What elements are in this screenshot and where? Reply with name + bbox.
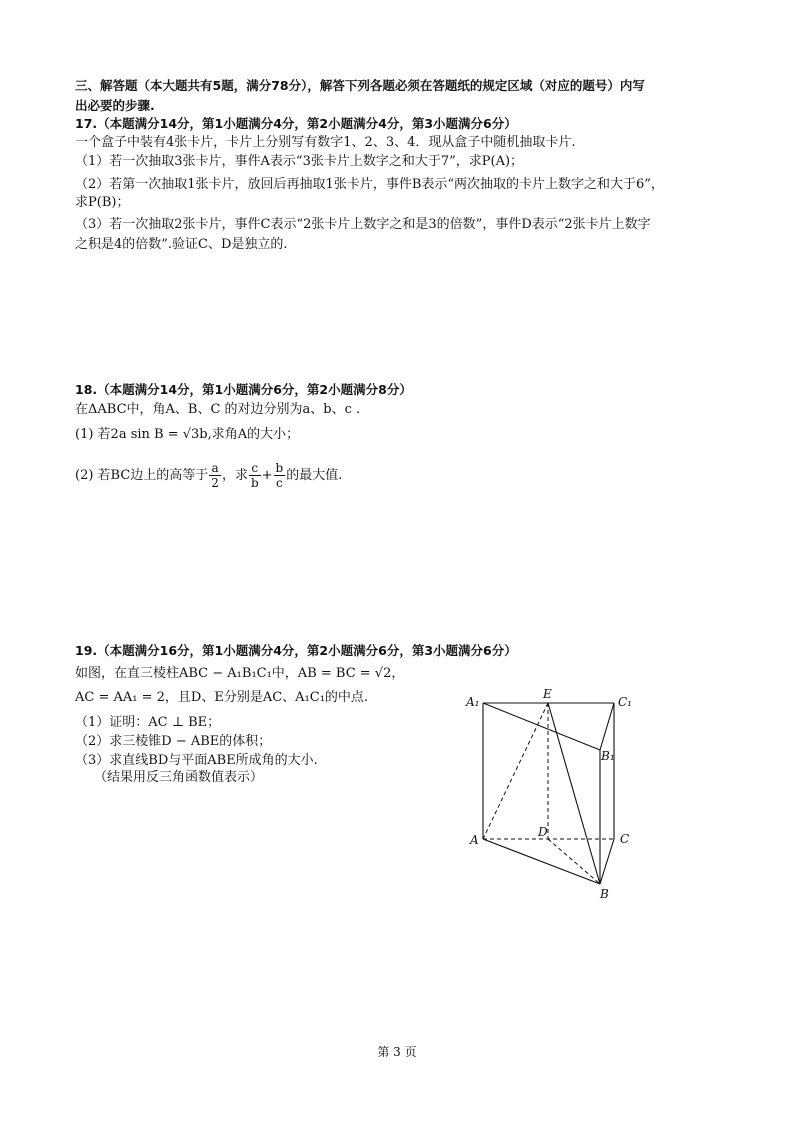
label-b1: B₁ bbox=[601, 749, 615, 763]
q19-title: 19.（本题满分16分，第1小题满分4分，第2小题满分6分，第3小题满分6分） bbox=[75, 643, 517, 658]
label-b: B bbox=[600, 887, 609, 901]
q19-stem-line2: AC = AA₁ = 2，且D、E分别是AC、A₁C₁的中点. bbox=[75, 690, 369, 705]
fraction-numerator: a bbox=[209, 461, 221, 476]
q17-part1: （1）若一次抽取3张卡片，事件A表示“3张卡片上数字之和大于7”，求P(A)； bbox=[75, 154, 524, 169]
fraction-denominator: 2 bbox=[211, 476, 219, 490]
q18-part2 bbox=[75, 458, 342, 494]
section-header-line1: 三、解答题（本大题共有5题，满分78分），解答下列各题必须在答题纸的规定区域（对应的题号）内写 bbox=[75, 78, 645, 93]
section-header-line2: 出必要的步骤. bbox=[75, 98, 155, 113]
edge-a-b bbox=[483, 839, 600, 884]
q19-part3-note: （结果用反三角函数值表示） bbox=[94, 770, 264, 785]
fraction-numerator: c bbox=[249, 461, 261, 476]
label-d: D bbox=[538, 825, 548, 839]
fraction-b-over-c bbox=[274, 461, 286, 490]
edge-b-c bbox=[600, 839, 614, 884]
q17-part2-line1: （2）若第一次抽取1张卡片，放回后再抽取1张卡片，事件B表示“两次抽取的卡片上数字之和大于6”， bbox=[75, 177, 664, 192]
fraction-a-over-2 bbox=[209, 461, 221, 490]
label-a1: A₁ bbox=[466, 695, 480, 709]
fraction-numerator: b bbox=[275, 461, 284, 475]
label-c: C bbox=[620, 832, 630, 846]
q18-part2-post: 的最大值. bbox=[286, 468, 343, 483]
q19-part2: （2）求三棱锥D − ABE的体积； bbox=[75, 734, 272, 749]
fraction-denominator: b bbox=[250, 476, 259, 490]
q18-part2-mid: ，求 bbox=[221, 468, 248, 483]
q19-stem-line1: 如图，在直三棱柱ABC − A₁B₁C₁中，AB = BC = √2， bbox=[75, 666, 405, 681]
q17-part2-line2: 求P(B)； bbox=[75, 195, 130, 210]
q17-stem: 一个盒子中装有4张卡片，卡片上分别写有数字1、2、3、4．现从盒子中随机抽取卡片. bbox=[75, 135, 576, 150]
prism-figure bbox=[460, 682, 640, 902]
q18-part1: (1) 若2a sin B = √3b,求角A的大小； bbox=[75, 427, 300, 442]
segment-e-b bbox=[548, 703, 600, 884]
q17-part3-line2: 之积是4的倍数”.验证C、D是独立的. bbox=[75, 237, 288, 252]
segment-e-a-hidden bbox=[483, 703, 548, 839]
q18-stem: 在ΔABC中，角A、B、C 的对边分别为a、b、c . bbox=[75, 402, 361, 417]
fraction-c-over-b bbox=[249, 461, 261, 490]
label-e: E bbox=[543, 687, 552, 701]
edge-b1-c1 bbox=[600, 703, 614, 750]
label-c1: C₁ bbox=[618, 695, 632, 709]
q19-part1: （1）证明：AC ⊥ BE； bbox=[75, 715, 221, 730]
q18-part2-pre: (2) 若BC边上的高等于 bbox=[75, 468, 209, 483]
q17-part3-line1: （3）若一次抽取2张卡片，事件C表示“2张卡片上数字之和是3的倍数”，事件D表示“2张卡片上数字 bbox=[75, 217, 651, 232]
label-a: A bbox=[470, 833, 479, 847]
fraction-denominator: c bbox=[276, 476, 283, 490]
edge-a1-b1 bbox=[483, 703, 600, 750]
q19-part3: （3）求直线BD与平面ABE所成角的大小. bbox=[75, 753, 318, 768]
q18-title: 18.（本题满分14分，第1小题满分6分，第2小题满分8分） bbox=[75, 382, 412, 397]
plus-sign: + bbox=[261, 468, 273, 483]
segment-d-b-hidden bbox=[548, 839, 600, 884]
page-footer: 第 3 页 bbox=[377, 1045, 417, 1059]
q17-title: 17.（本题满分14分，第1小题满分4分，第2小题满分4分，第3小题满分6分） bbox=[75, 116, 517, 131]
